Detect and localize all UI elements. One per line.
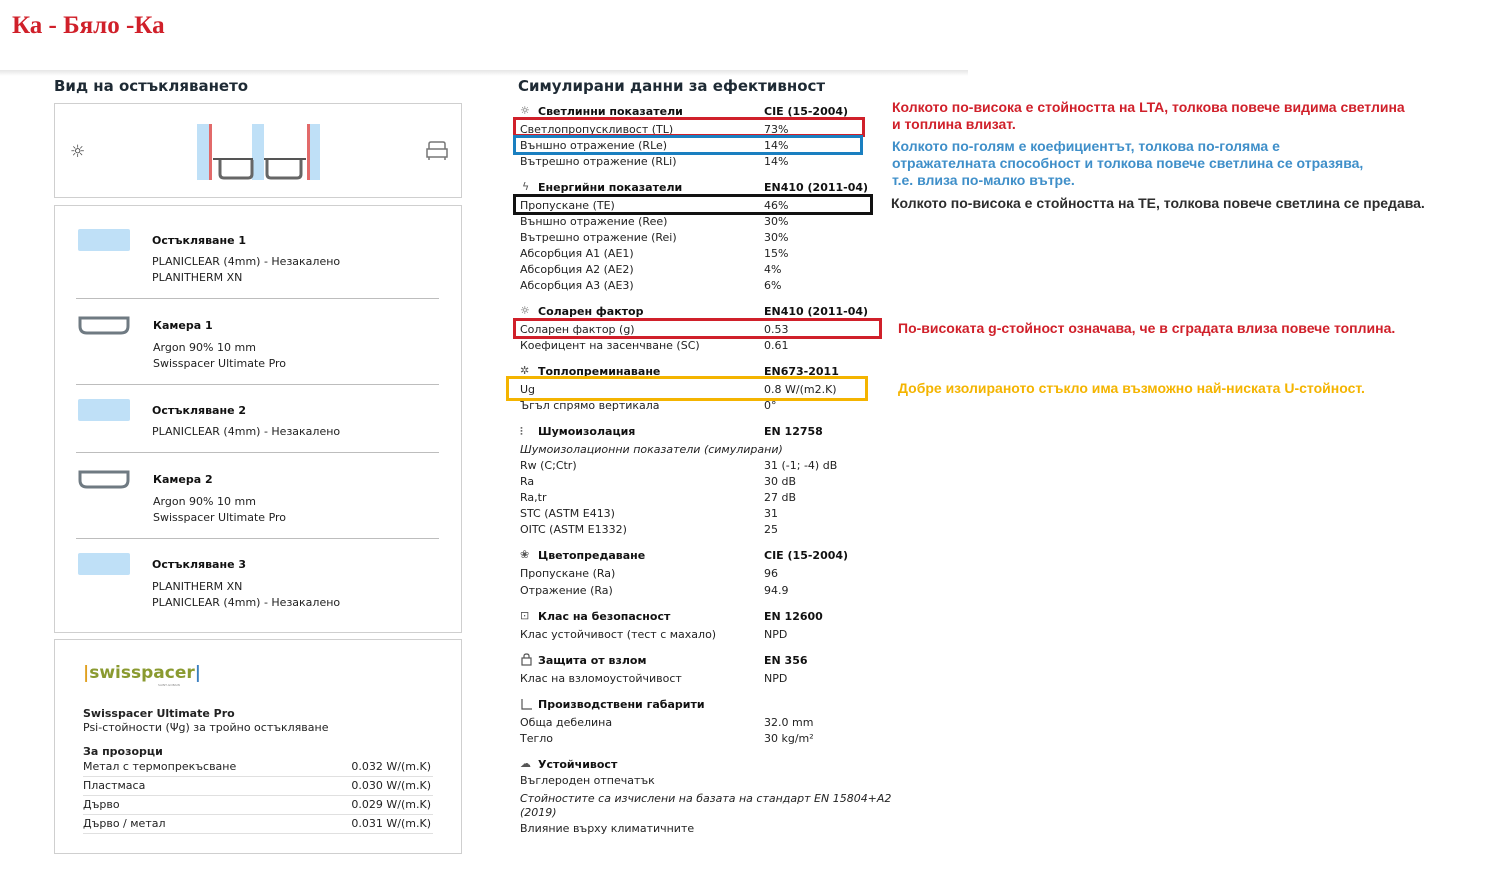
layer-divider xyxy=(76,452,439,453)
row-label: Соларен фактор (g) xyxy=(520,323,635,336)
section-standard: EN 12600 xyxy=(764,610,823,623)
layer-line: PLANICLEAR (4mm) - Незакалено xyxy=(152,255,341,268)
note-rle: Колкото по-голям е коефициентът, толкова по-голяма е отражателната способност и толкова повече светлина се отразява, т.е. влиза по-малко вътре. xyxy=(892,138,1364,188)
row-label: OITC (ASTM E1332) xyxy=(520,523,627,536)
row-label: Абсорбция A3 (AE3) xyxy=(520,279,634,292)
section-standard: CIE (15-2004) xyxy=(764,549,849,562)
layer-title: Остъкляване 1 xyxy=(152,234,247,247)
row-label: Ъгъл спрямо вертикала xyxy=(520,399,660,412)
layer-title: Остъкляване 2 xyxy=(152,404,247,417)
layer-line: Swisspacer Ultimate Pro xyxy=(153,357,287,370)
row-label: Пропускане (TE) xyxy=(520,199,615,212)
note-u: Добре изолираното стъкло има възможно най-ниската U-стойност. xyxy=(898,380,1365,396)
windows-title: За прозорци xyxy=(83,745,163,758)
row-label: Ra,tr xyxy=(520,491,547,504)
layer-line: Argon 90% 10 mm xyxy=(153,341,256,354)
psi-row: Пластмаса 0.030 W/(m.K) xyxy=(83,777,433,796)
color-circles-icon: ❀ xyxy=(520,548,530,561)
row-value: 30 kg/m² xyxy=(764,732,814,745)
row-label: Отражение (Ra) xyxy=(520,584,613,597)
row-label: Вътрешно отражение (RLi) xyxy=(520,155,677,168)
row-label: Rw (C;Ctr) xyxy=(520,459,577,472)
highlight-box-g xyxy=(513,318,882,339)
layer-title: Камера 1 xyxy=(153,319,213,332)
psi-row: Дърво / метал 0.031 W/(m.K) xyxy=(83,815,433,834)
saint-gobain-label: SAINT-GOBAIN xyxy=(158,683,180,687)
section-standard: EN673-2011 xyxy=(764,365,839,378)
highlight-box-u xyxy=(506,376,868,401)
layer-divider xyxy=(76,298,439,299)
section-standard: EN410 (2011-04) xyxy=(764,181,869,194)
row-label: Коефицент на засенчване (SC) xyxy=(520,339,700,352)
layer-divider xyxy=(76,384,439,385)
row-value: 0° xyxy=(764,399,777,412)
glazing-view-title: Вид на остъкляването xyxy=(54,77,249,95)
row-value: NPD xyxy=(764,672,788,685)
row-label: Вътрешно отражение (Rei) xyxy=(520,231,677,244)
glass-layer-icon xyxy=(78,399,130,421)
highlight-box-te xyxy=(513,194,873,215)
note-te: Колкото по-висока е стойността на TE, толкова повече светлина се предава. xyxy=(891,195,1425,211)
note-g: По-високата g-стойност означава, че в сградата влиза повече топлина. xyxy=(898,320,1396,336)
row-value: 4% xyxy=(764,263,782,276)
section-note: Шумоизолационни показатели (симулирани) xyxy=(520,443,783,456)
layer-title: Камера 2 xyxy=(153,473,213,486)
light-icon: ☼ xyxy=(520,104,530,117)
row-label: Обща дебелина xyxy=(520,716,613,729)
row-label: Светлопропускливост (TL) xyxy=(520,123,674,136)
ruler-icon xyxy=(521,698,533,710)
cavity-layer-icon xyxy=(78,470,130,490)
row-value: 30% xyxy=(764,231,789,244)
row-value: 0.8 W/(m2.K) xyxy=(764,383,837,396)
layer-line: Swisspacer Ultimate Pro xyxy=(153,511,287,524)
row-value: 0.53 xyxy=(764,323,789,336)
section-header: Енергийни показатели xyxy=(538,181,683,194)
section-standard: EN410 (2011-04) xyxy=(764,305,869,318)
section-header: Цветопредаване xyxy=(538,549,646,562)
brand-title: Ка - Бяло -Ка xyxy=(12,12,165,39)
row-label: Въглероден отпечатък xyxy=(520,774,655,787)
row-label: Ra xyxy=(520,475,535,488)
section-header: Клас на безопасност xyxy=(538,610,671,623)
layer-divider xyxy=(76,538,439,539)
row-label: Външно отражение (RLe) xyxy=(520,139,668,152)
layer-line: PLANICLEAR (4mm) - Незакалено xyxy=(152,425,341,438)
sofa-icon xyxy=(425,140,449,162)
row-value: 31 xyxy=(764,507,778,520)
section-header: Производствени габарити xyxy=(538,698,705,711)
highlight-box-rle xyxy=(513,135,863,155)
row-value: 94.9 xyxy=(764,584,789,597)
highlight-box-lta xyxy=(513,117,865,137)
glass-layer-icon xyxy=(78,553,130,575)
performance-title: Симулирани данни за ефективност xyxy=(518,77,826,95)
layer-line: PLANITHERM XN xyxy=(152,271,243,284)
cloud-icon: ☁ xyxy=(520,757,531,770)
row-value: 15% xyxy=(764,247,789,260)
row-value: NPD xyxy=(764,628,788,641)
section-standard: CIE (15-2004) xyxy=(764,105,849,118)
lock-icon xyxy=(521,653,532,666)
row-label: Влияние върху климатичните xyxy=(520,822,695,835)
row-value: 96 xyxy=(764,567,778,580)
layer-line: PLANICLEAR (4mm) - Незакалено xyxy=(152,596,341,609)
section-header: Соларен фактор xyxy=(538,305,644,318)
glass-layer-icon xyxy=(78,229,130,251)
psi-row: Метал с термопрекъсване 0.032 W/(m.K) xyxy=(83,758,433,777)
glazing-diagram xyxy=(193,120,323,182)
glazing-preview-panel xyxy=(54,103,462,198)
row-value: 27 dB xyxy=(764,491,797,504)
safety-icon: ⊡ xyxy=(520,609,530,622)
row-label: Клас устойчивост (тест с махало) xyxy=(520,628,717,641)
row-value: 32.0 mm xyxy=(764,716,814,729)
row-label: Външно отражение (Ree) xyxy=(520,215,668,228)
row-value: 73% xyxy=(764,123,789,136)
row-value: 31 (-1; -4) dB xyxy=(764,459,838,472)
thermal-icon: ✲ xyxy=(520,364,530,377)
row-label: Ug xyxy=(520,383,536,396)
row-label: Тегло xyxy=(520,732,554,745)
row-label: Абсорбция A1 (AE1) xyxy=(520,247,634,260)
section-header: Защита от взлом xyxy=(538,654,647,667)
section-standard: EN 356 xyxy=(764,654,808,667)
row-label: Абсорбция A2 (AE2) xyxy=(520,263,634,276)
note-lta: Колкото по-висока е стойността на LTA, толкова повече видима светлина и топлина влизат. xyxy=(892,99,1405,132)
lightning-icon: ϟ xyxy=(522,180,530,193)
row-label: STC (ASTM E413) xyxy=(520,507,615,520)
psi-row: Дърво 0.029 W/(m.K) xyxy=(83,796,433,815)
swisspacer-logo: |swisspacer| xyxy=(83,663,201,683)
header-divider xyxy=(0,70,968,76)
row-value: 46% xyxy=(764,199,789,212)
sun-icon: ☼ xyxy=(70,142,86,162)
spacer-product: Swisspacer Ultimate Pro xyxy=(83,707,235,720)
section-header: Светлинни показатели xyxy=(538,105,683,118)
section-header: Топлопреминаване xyxy=(538,365,661,378)
row-value: 14% xyxy=(764,155,789,168)
psi-description: Psi-стойности (Ψg) за тройно остъкляване xyxy=(83,721,329,734)
row-value: 0.61 xyxy=(764,339,789,352)
cavity-layer-icon xyxy=(78,316,130,336)
row-label: Клас на взломоустойчивост xyxy=(520,672,682,685)
section-header: Шумоизолация xyxy=(538,425,636,438)
layer-line: PLANITHERM XN xyxy=(152,580,243,593)
row-label: Пропускане (Ra) xyxy=(520,567,616,580)
section-header: Устойчивост xyxy=(538,758,618,771)
row-value: 25 xyxy=(764,523,778,536)
section-standard: EN 12758 xyxy=(764,425,823,438)
layer-line: Argon 90% 10 mm xyxy=(153,495,256,508)
row-value: 6% xyxy=(764,279,782,292)
section-note: Стойностите са изчислени на базата на стандарт EN 15804+A2 (2019) xyxy=(520,792,892,819)
row-value: 30% xyxy=(764,215,789,228)
row-value: 30 dB xyxy=(764,475,797,488)
layer-title: Остъкляване 3 xyxy=(152,558,247,571)
sun-icon: ☼ xyxy=(520,304,530,317)
row-value: 14% xyxy=(764,139,789,152)
sound-wave-icon: ⫶ xyxy=(520,425,523,438)
